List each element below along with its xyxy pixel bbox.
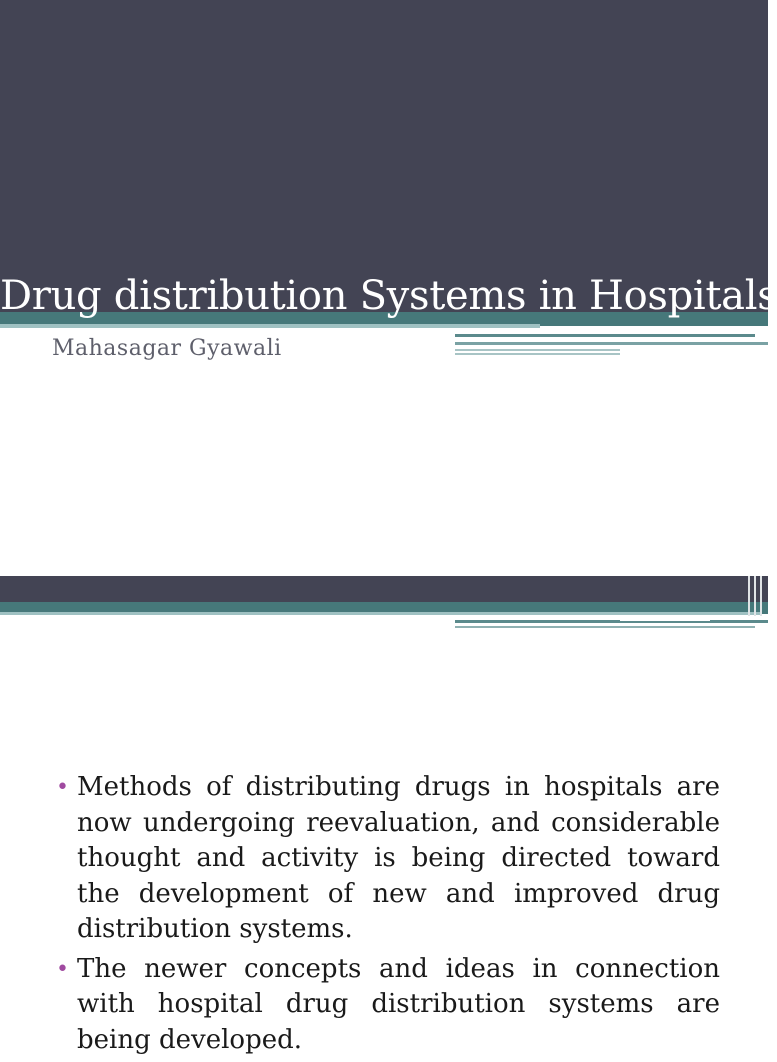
decorative-stripe bbox=[748, 576, 750, 616]
accent-line bbox=[540, 331, 710, 333]
bullet-list bbox=[56, 770, 720, 1062]
bullet-item bbox=[56, 770, 720, 948]
bullet-text: The newer concepts and ideas in connection with hospital drug distribution systems are being developed. bbox=[77, 953, 720, 1055]
header-band bbox=[0, 576, 768, 602]
content-slide bbox=[0, 576, 768, 1055]
bullet-icon: • bbox=[56, 956, 69, 982]
teal-light-band bbox=[0, 612, 760, 615]
accent-line bbox=[620, 340, 755, 342]
slide-subtitle: Mahasagar Gyawali bbox=[52, 336, 282, 361]
accent-line bbox=[620, 619, 710, 621]
bullet-item bbox=[56, 952, 720, 1059]
accent-line bbox=[455, 626, 755, 628]
decorative-stripe bbox=[754, 576, 756, 616]
bullet-icon: • bbox=[56, 775, 69, 800]
decorative-stripe bbox=[760, 576, 762, 616]
accent-line bbox=[455, 342, 768, 345]
teal-light-band bbox=[0, 324, 540, 328]
accent-line bbox=[455, 349, 620, 351]
slide-title: Drug distribution Systems in Hospitals bbox=[0, 273, 777, 319]
accent-line bbox=[455, 334, 755, 337]
bullet-text: Methods of distributing drugs in hospitals are now undergoing reevaluation, and considerable thought and activity is being directed toward the development of new and improved drug distribution systems. bbox=[77, 772, 720, 944]
accent-line bbox=[455, 353, 620, 355]
accent-line bbox=[455, 620, 768, 623]
